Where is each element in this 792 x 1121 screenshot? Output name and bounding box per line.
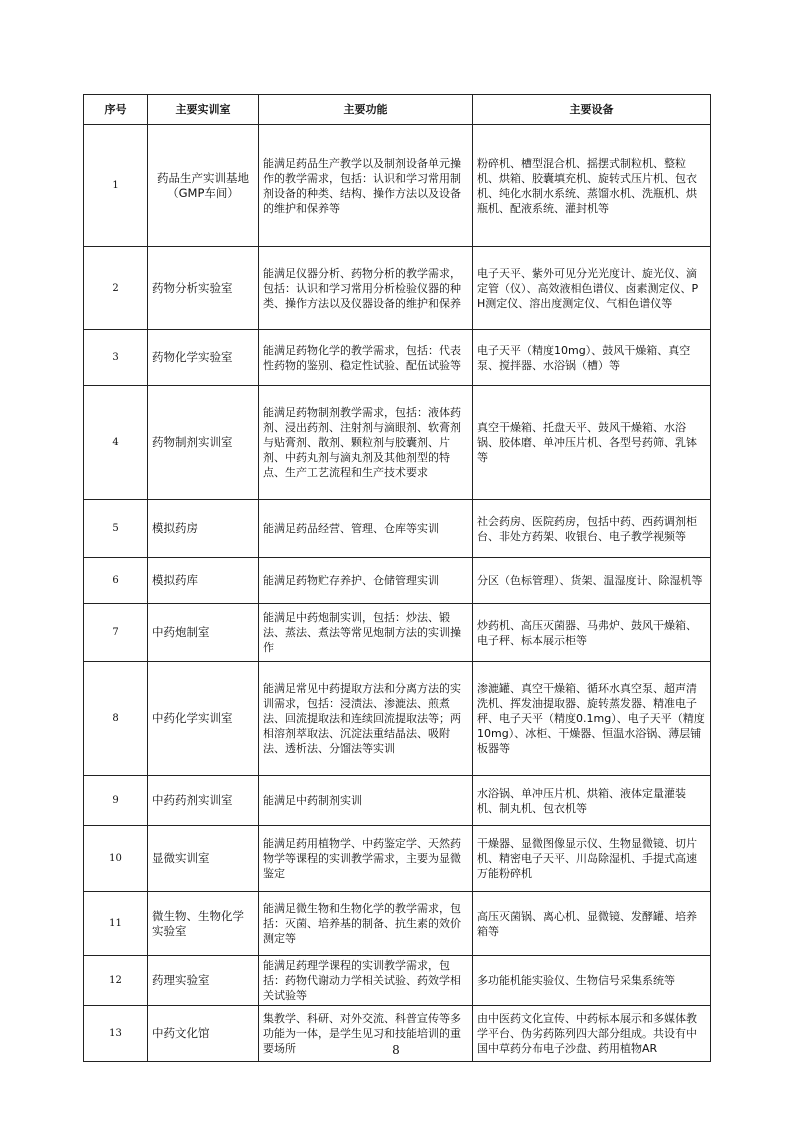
row-function: 能满足药物贮存养护、仓储管理实训	[259, 558, 473, 604]
row-no: 11	[84, 892, 148, 956]
row-equipment: 社会药房、医院药房，包括中药、西药调剂柜台、非处方药架、收银台、电子教学视频等	[473, 500, 711, 558]
row-no: 5	[84, 500, 148, 558]
row-function: 能满足药品经营、管理、仓库等实训	[259, 500, 473, 558]
row-lab: 模拟药库	[148, 558, 259, 604]
row-equipment: 电子天平（精度10mg）、鼓风干燥箱、真空泵、搅拌器、水浴锅（槽）等	[473, 330, 711, 386]
row-function: 能满足中药炮制实训，包括：炒法、锻法、蒸法、煮法等常见炮制方法的实训操作	[259, 604, 473, 662]
table-row	[84, 826, 711, 892]
row-function: 能满足药用植物学、中药鉴定学、天然药物学等课程的实训教学需求，主要为显微鉴定	[259, 826, 473, 892]
table-row	[84, 247, 711, 330]
row-no: 1	[84, 125, 148, 247]
row-lab: 中药药剂实训室	[148, 776, 259, 826]
row-function: 能满足药物化学的教学需求，包括：代表性药物的鉴别、稳定性试验、配伍试验等	[259, 330, 473, 386]
row-lab: 药品生产实训基地（GMP车间）	[148, 125, 259, 247]
row-lab: 药理实验室	[148, 956, 259, 1006]
header-function: 主要功能	[259, 95, 473, 125]
row-lab: 药物分析实验室	[148, 247, 259, 330]
row-no: 9	[84, 776, 148, 826]
row-equipment: 分区（色标管理）、货架、温湿度计、除湿机等	[473, 558, 711, 604]
row-lab: 中药炮制室	[148, 604, 259, 662]
table-row	[84, 500, 711, 558]
table-row	[84, 330, 711, 386]
row-lab: 药物化学实验室	[148, 330, 259, 386]
row-equipment: 高压灭菌锅、离心机、显微镜、发酵罐、培养箱等	[473, 892, 711, 956]
row-equipment: 真空干燥箱、托盘天平、鼓风干燥箱、水浴锅、胶体磨、单冲压片机、各型号药筛、乳钵等	[473, 386, 711, 500]
row-no: 12	[84, 956, 148, 1006]
row-function: 集教学、科研、对外交流、科普宣传等多功能为一体，是学生见习和技能培训的重要场所	[259, 1006, 473, 1062]
table-row	[84, 125, 711, 247]
table-row	[84, 604, 711, 662]
table-row	[84, 662, 711, 776]
row-equipment: 多功能机能实验仪、生物信号采集系统等	[473, 956, 711, 1006]
table-row	[84, 892, 711, 956]
row-no: 2	[84, 247, 148, 330]
row-equipment: 渗漉罐、真空干燥箱、循环水真空泵、超声清洗机、挥发油提取器、旋转蒸发器、精准电子秤、电子天平（精度0.1mg）、电子天平（精度10mg）、冰柜、干燥器、恒温水浴锅、薄层铺板器等	[473, 662, 711, 776]
row-function: 能满足微生物和生物化学的教学需求，包括：灭菌、培养基的制备、抗生素的效价测定等	[259, 892, 473, 956]
table-header-row	[84, 95, 711, 125]
row-no: 6	[84, 558, 148, 604]
row-no: 13	[84, 1006, 148, 1062]
row-lab: 模拟药房	[148, 500, 259, 558]
row-equipment: 水浴锅、单冲压片机、烘箱、液体定量灌装机、制丸机、包衣机等	[473, 776, 711, 826]
row-equipment: 炒药机、高压灭菌器、马弗炉、鼓风干燥箱、电子秤、标本展示柜等	[473, 604, 711, 662]
row-equipment: 电子天平、紫外可见分光光度计、旋光仪、滴定管（仪）、高效液相色谱仪、卤素测定仪、PH测定仪、溶出度测定仪、气相色谱仪等	[473, 247, 711, 330]
row-lab: 显微实训室	[148, 826, 259, 892]
row-lab: 微生物、生物化学实验室	[148, 892, 259, 956]
row-no: 4	[84, 386, 148, 500]
table-row	[84, 386, 711, 500]
table-row	[84, 558, 711, 604]
table-row	[84, 956, 711, 1006]
header-lab: 主要实训室	[148, 95, 259, 125]
header-no: 序号	[84, 95, 148, 125]
row-function: 能满足常见中药提取方法和分离方法的实训需求，包括：浸渍法、渗漉法、煎煮法、回流提取法和连续回流提取法等；两相溶剂萃取法、沉淀法重结晶法、吸附法、透析法、分馏法等实训	[259, 662, 473, 776]
table-row	[84, 776, 711, 826]
row-function: 能满足药物制剂教学需求，包括：液体药剂、浸出药剂、注射剂与滴眼剂、软膏剂与贴膏剂、散剂、颗粒剂与胶囊剂、片剂、中药丸剂与滴丸剂及其他剂型的特点、生产工艺流程和生产技术要求	[259, 386, 473, 500]
row-no: 10	[84, 826, 148, 892]
row-lab: 中药化学实训室	[148, 662, 259, 776]
header-equipment: 主要设备	[473, 95, 711, 125]
row-function: 能满足中药制剂实训	[259, 776, 473, 826]
page-number: 8	[392, 1043, 400, 1057]
row-no: 3	[84, 330, 148, 386]
row-no: 8	[84, 662, 148, 776]
row-equipment: 由中医药文化宣传、中药标本展示和多媒体教学平台、伪劣药陈列四大部分组成。共设有中国中草药分布电子沙盘、药用植物AR	[473, 1006, 711, 1062]
row-no: 7	[84, 604, 148, 662]
row-equipment: 干燥器、显微图像显示仪、生物显微镜、切片机、精密电子天平、川岛除湿机、手提式高速万能粉碎机	[473, 826, 711, 892]
row-function: 能满足仪器分析、药物分析的教学需求，包括：认识和学习常用分析检验仪器的种类、操作方法以及仪器设备的维护和保养	[259, 247, 473, 330]
row-function: 能满足药品生产教学以及制剂设备单元操作的教学需求，包括：认识和学习常用制剂设备的种类、结构、操作方法以及设备的维护和保养等	[259, 125, 473, 247]
row-lab: 药物制剂实训室	[148, 386, 259, 500]
equipment-table	[83, 94, 711, 1062]
row-function: 能满足药理学课程的实训教学需求，包括：药物代谢动力学相关试验、药效学相关试验等	[259, 956, 473, 1006]
row-equipment: 粉碎机、槽型混合机、摇摆式制粒机、整粒机、烘箱、胶囊填充机、旋转式压片机、包衣机、纯化水制水系统、蒸馏水机、洗瓶机、烘瓶机、配液系统、灌封机等	[473, 125, 711, 247]
row-lab: 中药文化馆	[148, 1006, 259, 1062]
